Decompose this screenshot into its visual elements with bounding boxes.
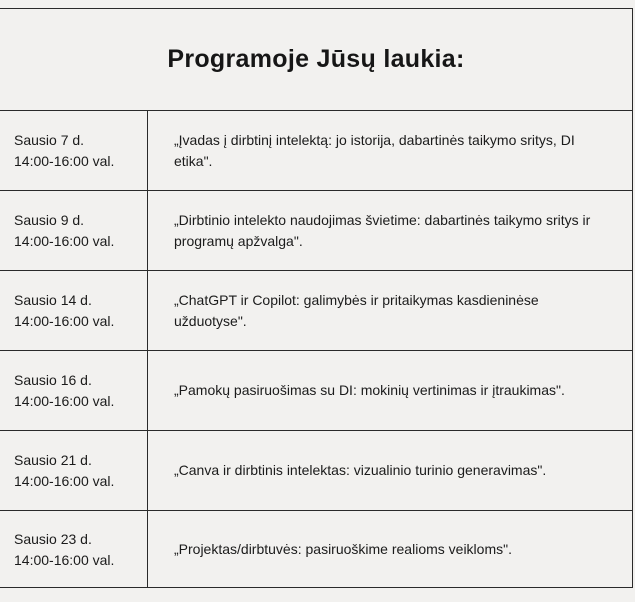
table-header [0, 9, 632, 111]
session-date: Sausio 23 d. [14, 530, 92, 547]
session-topic: „ChatGPT ir Copilot: galimybės ir pritaikymas kasdieninėse užduotyse". [174, 291, 539, 329]
topic-cell [148, 111, 632, 190]
date-cell [0, 431, 148, 510]
program-table [0, 8, 633, 588]
date-cell [0, 511, 148, 588]
session-date: Sausio 16 d. [14, 371, 92, 388]
topic-cell [148, 511, 632, 588]
topic-cell [148, 191, 632, 270]
session-topic: „Pamokų pasiruošimas su DI: mokinių vertinimas ir įtraukimas". [174, 382, 565, 398]
session-topic: „Įvadas į dirbtinį intelektą: jo istorija, dabartinės taikymo sritys, DI etika". [174, 131, 575, 169]
table-row [0, 511, 632, 588]
date-cell [0, 271, 148, 350]
session-date: Sausio 9 d. [14, 211, 85, 228]
session-time: 14:00-16:00 val. [14, 312, 115, 329]
session-time: 14:00-16:00 val. [14, 472, 115, 489]
session-topic: „Canva ir dirbtinis intelektas: vizualinio turinio generavimas". [174, 462, 547, 478]
session-time: 14:00-16:00 val. [14, 392, 115, 409]
topic-cell [148, 431, 632, 510]
session-date: Sausio 21 d. [14, 451, 92, 468]
table-row [0, 351, 632, 431]
schedule-rows [0, 111, 632, 588]
date-cell [0, 191, 148, 270]
table-row [0, 191, 632, 271]
session-time: 14:00-16:00 val. [14, 152, 115, 169]
session-date: Sausio 14 d. [14, 291, 92, 308]
table-row [0, 111, 632, 191]
date-cell [0, 351, 148, 430]
page-title: Programoje Jūsų laukia: [167, 45, 465, 73]
topic-cell [148, 271, 632, 350]
table-row [0, 431, 632, 511]
date-cell [0, 111, 148, 190]
session-topic: „Dirbtinio intelekto naudojimas švietime: dabartinės taikymo sritys ir programų apžvalga". [174, 211, 591, 249]
session-time: 14:00-16:00 val. [14, 232, 115, 249]
session-topic: „Projektas/dirbtuvės: pasiruoškime realioms veikloms". [174, 541, 512, 557]
table-row [0, 271, 632, 351]
session-time: 14:00-16:00 val. [14, 551, 115, 568]
session-date: Sausio 7 d. [14, 131, 85, 148]
topic-cell [148, 351, 632, 430]
